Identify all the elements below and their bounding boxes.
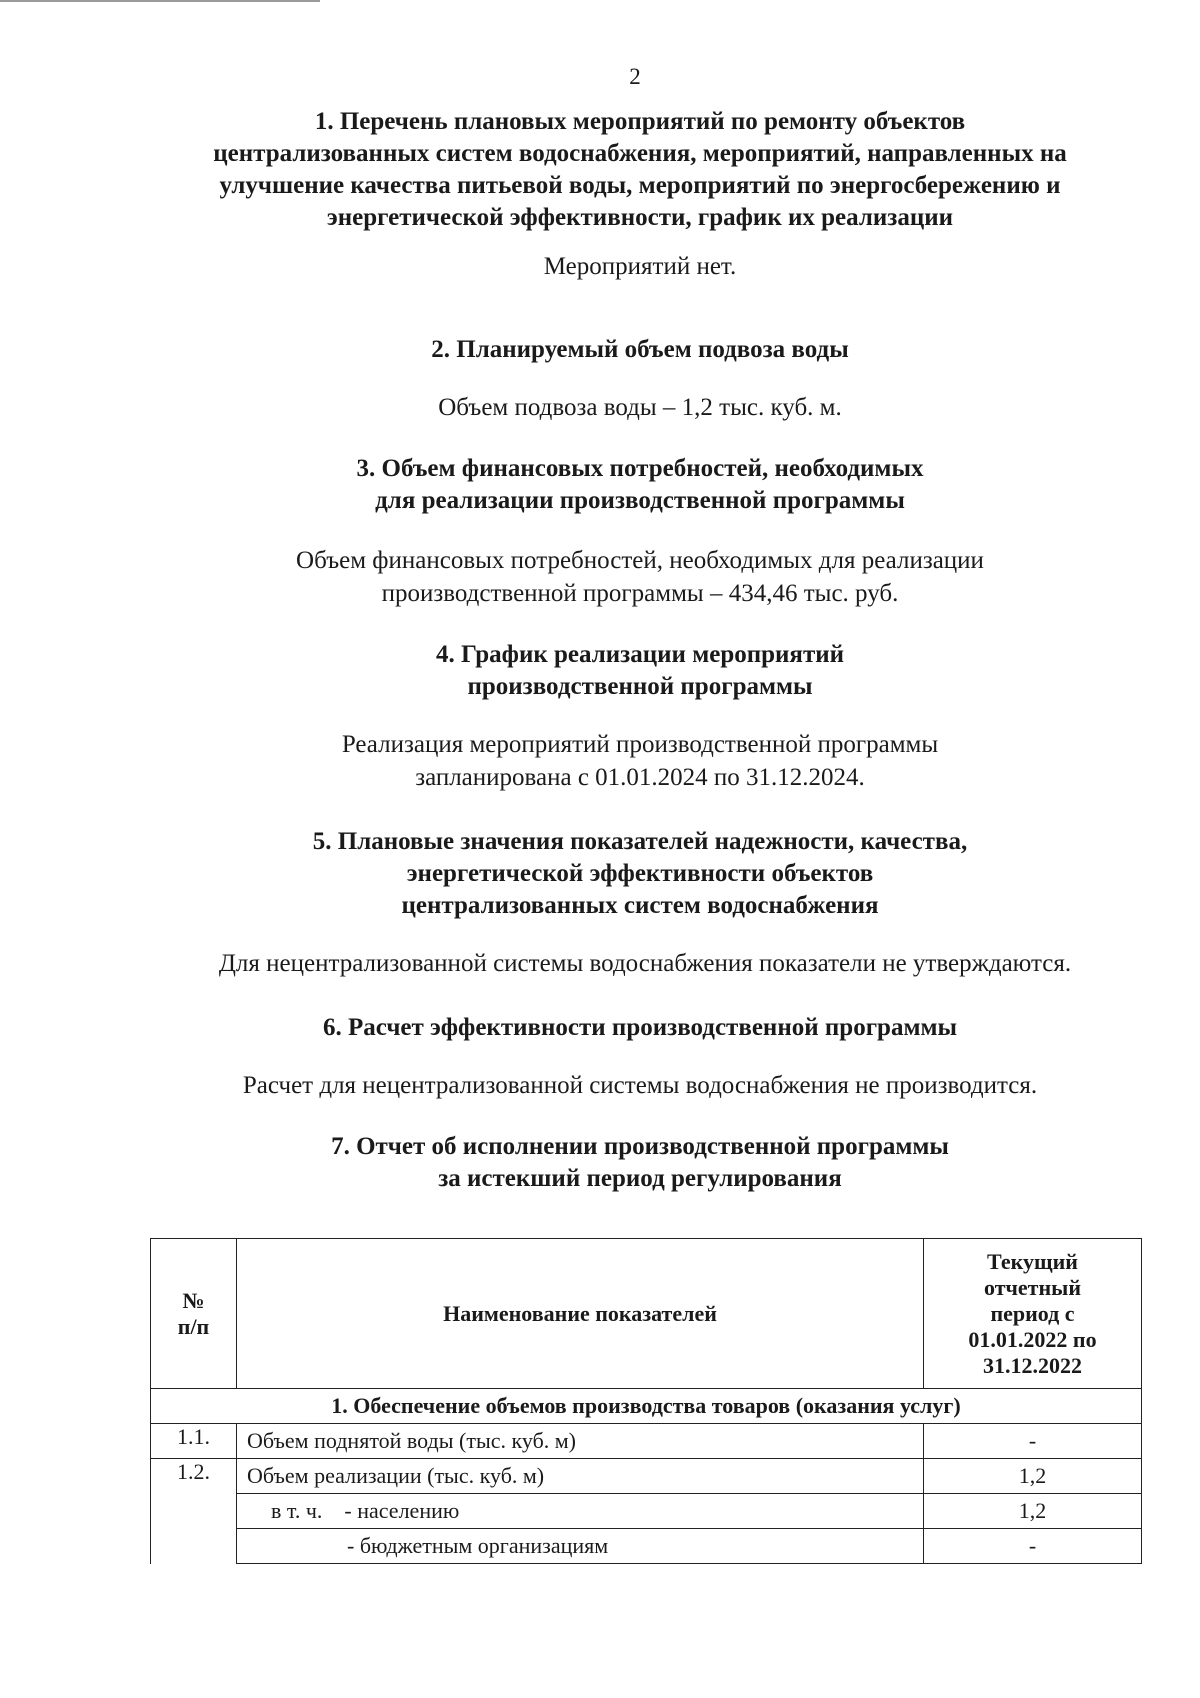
page-number: 2	[629, 64, 641, 89]
section-1-text: Мероприятий нет.	[543, 253, 737, 280]
section-3-text: Объем финансовых потребностей, необходимых для реализации производственной программы – 434,46 тыс. руб.	[296, 547, 984, 607]
row-value: -	[924, 1529, 1142, 1564]
table-row	[151, 1424, 1142, 1459]
row-value: -	[924, 1424, 1142, 1459]
table-row	[151, 1459, 1142, 1494]
section-6-heading: 6. Расчет эффективности производственной программы	[322, 1014, 958, 1041]
section-6-text: Расчет для нецентрализованной системы водоснабжения не производится.	[242, 1072, 1038, 1099]
scan-edge-line	[0, 0, 320, 2]
header-name: Наименование показателей	[237, 1239, 924, 1389]
section-3-heading: 3. Объем финансовых потребностей, необходимых для реализации производственной программы	[356, 455, 924, 514]
header-period: Текущий отчетный период с 01.01.2022 по 31.12.2022	[924, 1239, 1142, 1389]
section-2-heading: 2. Планируемый объем подвоза воды	[431, 336, 849, 363]
section-4-heading: 4. График реализации мероприятий производственной программы	[435, 641, 845, 700]
section-row-title: 1. Обеспечение объемов производства товаров (оказания услуг)	[151, 1389, 1142, 1424]
row-name: Объем реализации (тыс. куб. м)	[237, 1459, 924, 1494]
row-num: 1.1.	[151, 1424, 237, 1459]
table-header-row	[151, 1239, 1142, 1389]
section-5-heading: 5. Плановые значения показателей надежности, качества, энергетической эффективности объектов централизованных систем водоснабжения	[312, 828, 968, 919]
row-value: 1,2	[924, 1494, 1142, 1529]
section-4-text: Реализация мероприятий производственной программы запланирована с 01.01.2024 по 31.12.2024.	[341, 731, 939, 791]
row-name: - бюджетным организациям	[237, 1529, 924, 1564]
section-2-text: Объем подвоза воды – 1,2 тыс. куб. м.	[438, 394, 842, 421]
header-num: № п/п	[151, 1239, 237, 1389]
table-row	[151, 1494, 1142, 1529]
row-num: 1.2.	[151, 1459, 237, 1564]
section-1-heading: 1. Перечень плановых мероприятий по ремонту объектов централизованных систем водоснабжения, мероприятий, направленных на улучшение качества питьевой воды, мероприятий по энергосбережению и энергетической эффективности, график их реализации	[213, 108, 1067, 231]
section-7-heading: 7. Отчет об исполнении производственной программы за истекший период регулирования	[331, 1133, 949, 1192]
table-row	[151, 1529, 1142, 1564]
section-5-text: Для нецентрализованной системы водоснабжения показатели не утверждаются.	[218, 950, 1072, 977]
report-table	[150, 1238, 1142, 1564]
row-name: Объем поднятой воды (тыс. куб. м)	[237, 1424, 924, 1459]
table-section-row	[151, 1389, 1142, 1424]
row-name: в т. ч. - населению	[237, 1494, 924, 1529]
row-value: 1,2	[924, 1459, 1142, 1494]
